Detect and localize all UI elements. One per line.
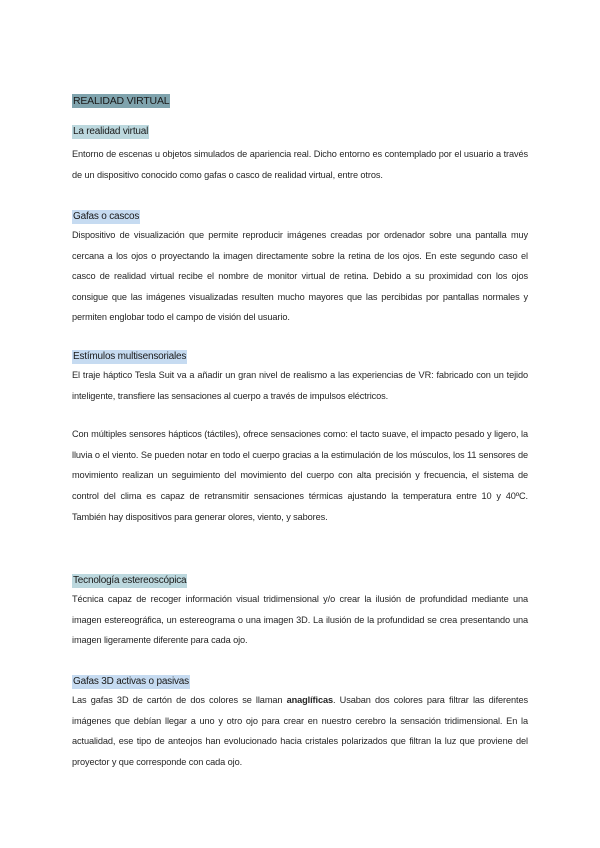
section-estimulos-multisensoriales — [72, 346, 528, 527]
document-title: REALIDAD VIRTUAL — [73, 95, 170, 107]
section-heading: Estímulos multisensoriales — [73, 351, 187, 362]
paragraph — [72, 690, 528, 772]
section-heading: Tecnología estereoscópica — [73, 575, 187, 586]
paragraph: Entorno de escenas u objetos simulados de apariencia real. Dicho entorno es contemplado por el usuario a través de un dispositivo conocido como gafas o casco de realidad virtual, entre otros. — [72, 149, 528, 180]
section-gafas-o-cascos — [72, 206, 528, 328]
section-heading: Gafas 3D activas o pasivas — [73, 676, 189, 687]
bold-term: anaglíficas — [286, 695, 333, 705]
paragraph: Con múltiples sensores hápticos (táctiles), ofrece sensaciones como: el tacto suave, el impacto pesado y ligero, la lluvia o el viento. Se pueden notar en todo el cuerpo gracias a la estimulación de los músculos, los 11 sensores de movimiento realizan un seguimiento del movimiento del cuerpo con alta precisión y frecuencia, el sistema de control del clima es capaz de retransmitir sensaciones térmicas ajustando la temperatura entre 10 y 40ºC. También hay dispositivos para generar olores, viento, y sabores. — [72, 429, 528, 522]
section-heading: La realidad virtual — [73, 126, 149, 137]
section-gafas-3d — [72, 671, 528, 772]
paragraph-text: . Usaban dos colores para filtrar las diferentes imágenes que debían llegar a uno y otro ojo para crear en nuestro cerebro la sensación tridimensional. En la actualidad, ese tipo de anteojos han evolucionado hacia cristales polarizados que filtran la luz que proviene del proyector y que corresponde con cada ojo. — [72, 695, 528, 767]
section-la-realidad-virtual — [72, 121, 528, 185]
paragraph: El traje háptico Tesla Suit va a añadir un gran nivel de realismo a las experiencias de VR: fabricado con un tejido inteligente, transfiere las sensaciones al cuerpo a través de impulsos eléctricos. — [72, 370, 528, 401]
section-tecnologia-estereoscopica — [72, 570, 528, 651]
paragraph-text: Las gafas 3D de cartón de dos colores se llaman — [72, 695, 287, 705]
paragraph: Dispositivo de visualización que permite reproducir imágenes creadas por ordenador sobre una pantalla muy cercana a los ojos o proyectando la imagen directamente sobre la retina de los ojos. En este segundo caso el casco de realidad virtual recibe el nombre de monitor virtual de retina. Debido a su proximidad con los ojos consigue que las imágenes visualizadas resulten mucho mayores que las percibidas por pantallas normales y permiten englobar todo el campo de visión del usuario. — [72, 230, 528, 323]
section-heading: Gafas o cascos — [73, 211, 140, 222]
paragraph: Técnica capaz de recoger información visual tridimensional y/o crear la ilusión de profundidad mediante una imagen estereográfica, un estereograma o una imagen 3D. La ilusión de la profundidad se crea presentando una imagen ligeramente diferente para cada ojo. — [72, 594, 528, 646]
